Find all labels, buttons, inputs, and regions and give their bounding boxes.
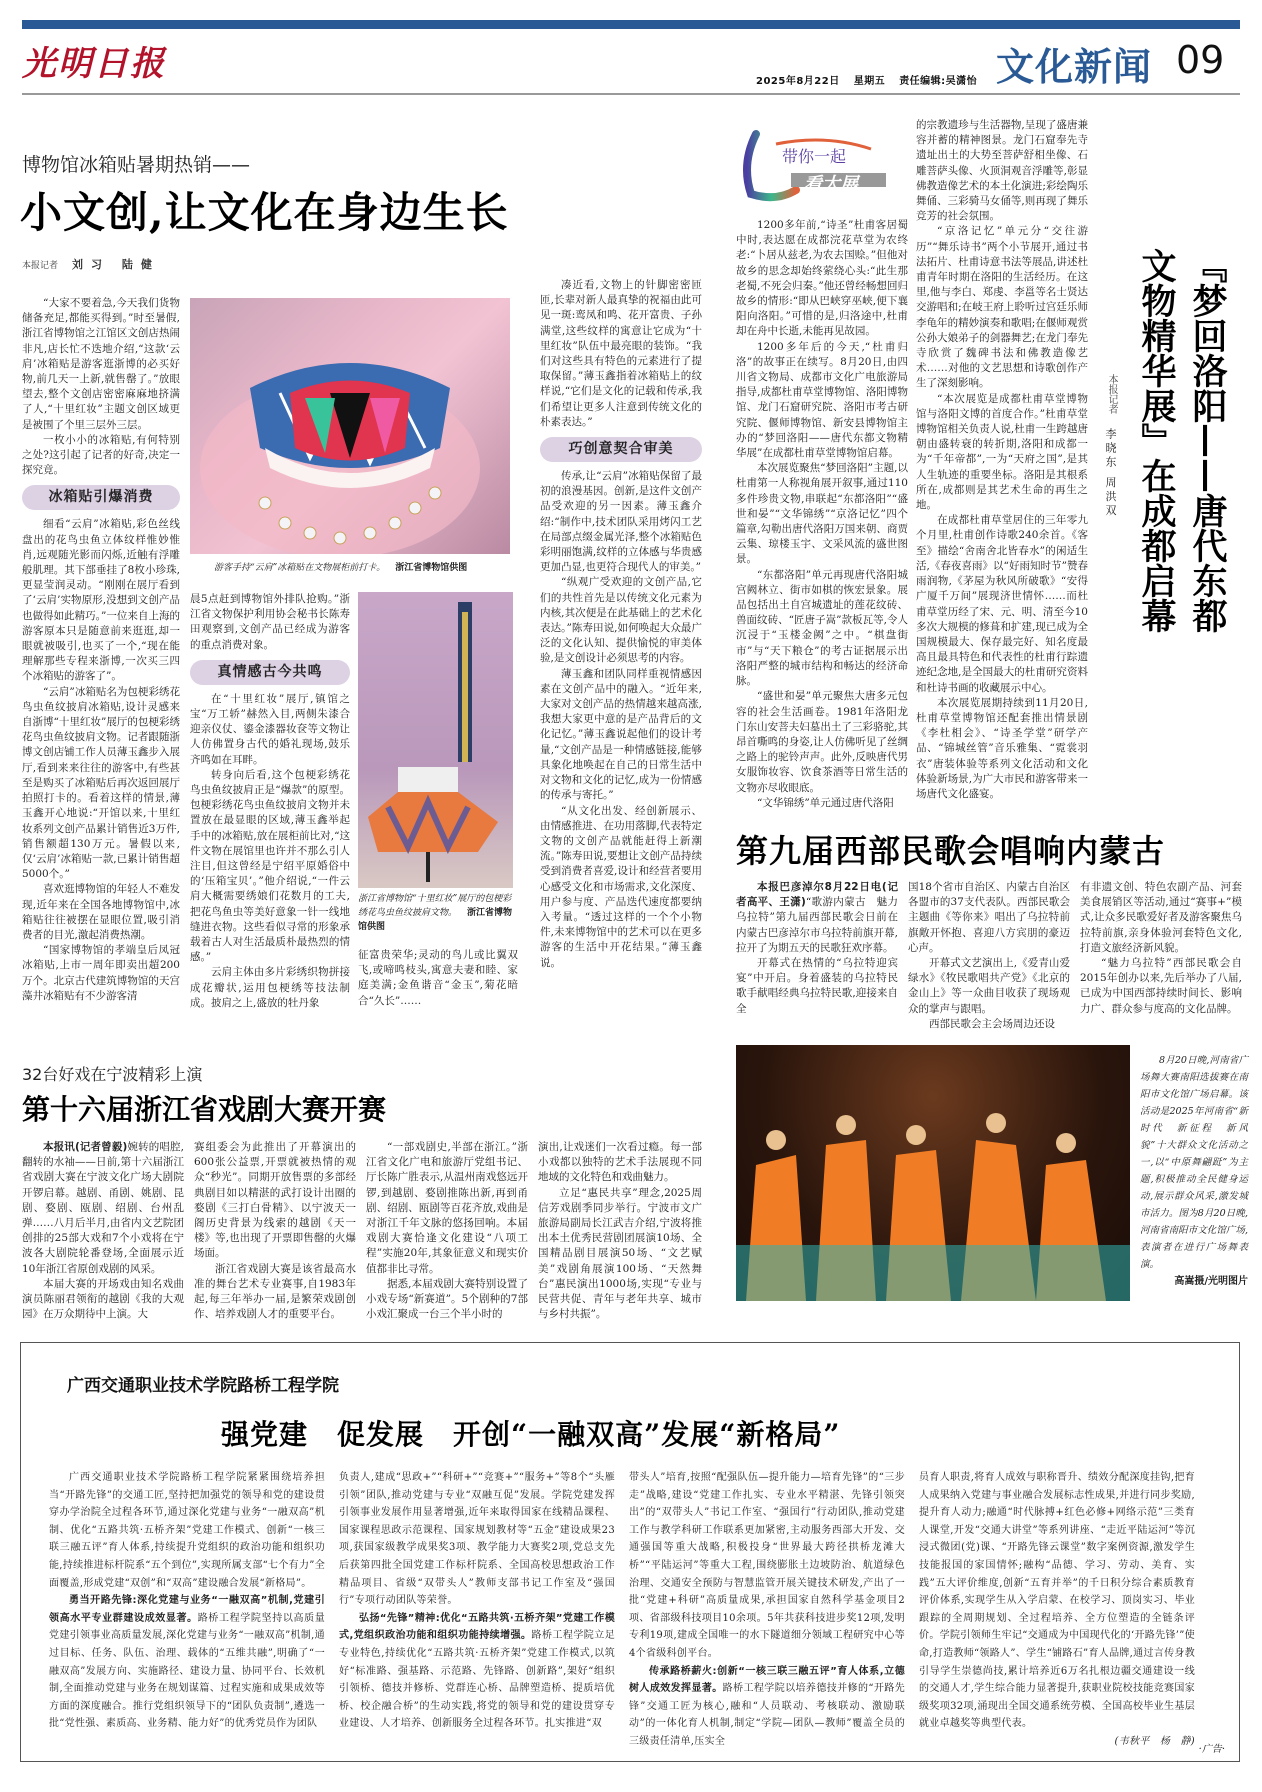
subhead-emotion-resonance: 真情感古今共鸣 xyxy=(190,660,350,685)
advertisement-box xyxy=(20,1342,1240,1762)
article1-authors: 刘习 陆健 xyxy=(72,258,160,271)
ad-mark: ·广告· xyxy=(1198,1744,1225,1755)
badge-line1: 带你一起 xyxy=(782,147,847,166)
subhead-fridge-magnet-boom: 冰箱贴引爆消费 xyxy=(22,485,180,510)
article4-col4: 演出,让戏迷们一次看过瘾。每一部小戏都以独特的艺术手法展现不同地域的文化特色和戏曲魅力。 立足“惠民共享”理念,2025周信芳戏剧季同步举行。宁波市文广旅游局副局长江武吉介绍,宁波将推出本土优秀民营剧团展演10场、全国精品剧目展演50场、“文艺赋美”戏剧角展演100场、“天然舞台”惠民演出1000场,实现“专业与民营共促、青年与老年共享、城市与乡村共振”。 xyxy=(538,1141,702,1321)
article1-col3: 凑近看,文物上的针脚密密匝匝,长辈对新人最真挚的祝福由此可见一斑:鸾凤和鸣、花开富贵、子孙满堂,这些纹样的寓意让它成为“十里红妆”队伍中最亮眼的装饰。“我们对这些具有特色的元素进行了提取保留。”薄玉鑫指着冰箱贴上的纹样说,“它们是文化的记载和传承,我们希望让更多人注意到传统文化的朴素表达。” 巧创意契合审美 传承,让“云肩”冰箱贴保留了最初的浪漫基因。创新,是这件文创产品受欢迎的另一因素。薄玉鑫介绍:“制作中,技术团队采用烤闪工艺在局部点缀金属光泽,整个冰箱贴色彩明丽饱满,纹样的立体感与华贵感更加凸显,也更符合现代人的审美。” “纵观广受欢迎的文创产品,它们的共性首先是以传统文化元素为内核,其次便是在此基础上的艺术化表达。”陈寿田说,如何唤起大众最广泛的文化认知、提供愉悦的审美体验,是文创设计必须思考的内容。 薄玉鑫和团队同样重视情感因素在文创产品中的融入。“近年来,大家对文创产品的热情越来越高涨,我想大家更中意的是产品背后的文化记忆。”薄玉鑫说起他们的设计考量,“文创产品是一种情感链接,能够具象化地唤起在自己的日常生活中对文物和文化的记忆,成为一份情感的传承与寄托。” “从文化出发、经创新展示、由情感推进、在功用落脚,代表特定文物的文创产品就能赶得上新潮流。”陈寿田说,要想让文创产品持续受到消费者喜爱,设计和经营者要用心感受文化和市场需求,文化深度、用户参与度、产品迭代速度都要纳入考量。“透过这样的一个个小物件,未来博物馆中的艺术可以在更多游客的生活中开花结果。”薄玉鑫说。 xyxy=(540,279,702,969)
article3-col1: 本报巴彦淖尔8月22日电(记者高平、王潇)“歌游内蒙古 魅力乌拉特”第九届西部民歌会日前在内蒙古巴彦淖尔市乌拉特前旗开幕,拉开了为期五天的民歌狂欢序幕。 开幕式在热情的“乌拉特迎宾宴”中开启。身着盛装的乌拉特民歌手献唱经典乌拉特民歌,迎接来自全 xyxy=(736,881,898,1015)
article1-byline: 本报记者 刘习 陆健 xyxy=(22,258,160,271)
ad-org-name: 广西交通职业技术学院路桥工程学院 xyxy=(67,1376,339,1396)
issue-date: 2025年8月22日 xyxy=(756,76,840,87)
fridge-magnet-illustration xyxy=(190,298,510,554)
article3-dateline: 本报巴彦淖尔8月22日电(记者高平、王潇) xyxy=(736,881,898,909)
article4-dateline: 本报讯(记者曾毅) xyxy=(43,1141,128,1153)
article1-col2: 晨5点赶到博物馆外排队抢购。”浙江省文物保护利用协会秘书长陈寿田观察到,文创产品已经成为游客的重点消费对象。 真情感古今共鸣 在“十里红妆”展厅,镇馆之宝“万工轿”赫然入目,两侧朱漆合迎亲仪仗、鎏金漆器妆奁等文物让人仿佛置身古代的婚礼现场,鼓乐齐鸣如在耳畔。 转身向后看,这个包梗彩绣花鸟虫鱼纹披肩正是“爆款”的原型。包梗彩绣花鸟虫鱼纹披肩文物并未置放在最显眼的区域,薄玉鑫举起手中的冰箱贴,放在展柜前比对,“这件文物在展馆里也许并不那么引人注目,但这曾经是宁绍平原婚俗中的‘压箱宝贝’。”他介绍说,“一件云肩大概需要绣娘们花数月的工夫,把花鸟鱼虫等美好意象一针一线地缝进衣物。这些看似寻常的形象承载着古人对生活最质朴最热烈的情感。” 云肩主体由多片彩绣织物拼接成花瓣状,运用包梗绣等技法制成。披肩之上,盛放的牡丹象 xyxy=(190,593,350,1009)
article2-byline-label: 本报记者 xyxy=(1106,374,1117,414)
article3-col3: 有非遗文创、特色农副产品、河套美食展销区等活动,通过“赛事+”模式,让众多民歌爱好者及游客聚焦乌拉特前旗,亲身体验河套特色文化,打造文旅经济新风貌。 “魅力乌拉特”西部民歌会自2015年创办以来,先后举办了八届,已成为中国西部持续时间长、影响力广、群众参与度高的文化品牌。 xyxy=(1080,881,1242,1015)
ad-signature: (韦秋平 杨 静) xyxy=(1114,1735,1195,1747)
article4-col2: 赛组委会为此推出了开幕演出的600张公益票,开票就被热情的观众“秒光”。同期开放售票的多部经典剧目如以精湛的武打设计出圈的婺剧《三打白骨精》、以宁波天一阁历史背景为线索的越剧《天一楼》等,也出现了开票即售罄的火爆场面。 浙江省戏剧大赛是该省最高水准的舞台艺术专业赛事,自1983年起,每三年举办一届,是繁荣戏剧创作、培养戏剧人才的重要平台。 xyxy=(194,1141,356,1321)
article3-col2: 国18个省市自治区、内蒙古自治区各盟市的37支代表队。西部民歌会主题曲《等你来》唱出了乌拉特前旗敞开怀抱、喜迎八方宾朋的豪迈心声。 开幕式文艺演出上,《爱青山爱绿水》《牧民歌唱共产党》《北京的金山上》等一众曲目收获了现场观众的掌声与跟唱。 西部民歌会主会场周边还设 xyxy=(908,881,1070,1030)
article1-kicker: 博物馆冰箱贴暑期热销—— xyxy=(22,154,251,176)
masthead-meta xyxy=(756,72,987,87)
article2-col2: 的宗教遗珍与生活器物,呈现了盛唐兼容并蓄的精神图景。龙门石窟奉先寺遗址出土的大势至菩萨舒相坐像、石雕菩萨头像、火顶洞观音浮雕等,彰显佛教造像艺术的本土化演进;彩绘陶乐舞俑、三彩骑马女俑等,则再现了舞乐竞芳的社会氛围。 “京洛记忆”单元分“交往游历”“舞乐诗书”两个小节展开,通过书法拓片、杜甫诗意书法等展品,讲述杜甫青年时期在洛阳的生活经历。在这里,他与李白、郑虔、李邕等名士贤达交游唱和;在岐王府上聆听过宫廷乐师李龟年的精妙演奏和歌唱;在偃师观赏公孙大娘弟子的剑器舞艺;在龙门奉先寺欣赏了魏碑书法和佛教造像艺术……对他的文艺思想和诗歌创作产生了深刻影响。 “本次展览是成都杜甫草堂博物馆与洛阳文博的首度合作。”杜甫草堂博物馆相关负责人说,杜甫一生跨越唐朝由盛转衰的转折期,洛阳和成都一为“千年帝都”,一为“天府之国”,是其人生轨迹的重要坐标。洛阳是其根系所在,成都则是其艺术生命的再生之地。 在成都杜甫草堂居住的三年零九个月里,杜甫创作诗歌240余首。《客至》描绘“舍南舍北皆春水”的闲适生活,《春夜喜雨》以“好雨知时节”赞春雨润物,《茅屋为秋风所破歌》“安得广厦千万间”展现济世情怀……而杜甫草堂历经了宋、元、明、清至今10多次大规模的修葺和扩建,现已成为全国规模最大、保存最完好、知名度最高且最具特色和代表性的杜甫行踪遗迹纪念地,是全国最大的杜甫研究资料和杜诗书画的收藏展示中心。 本次展览展期持续到11月20日,杜甫草堂博物馆还配套推出情景剧《李杜相会》、“诗圣学堂”研学产品、“锦城丝管”音乐雅集、“霓裳羽衣”唐装体验等系列文化活动和文化体验新场景,为广大市民和游客带来一场唐代文化盛宴。 xyxy=(916,119,1088,800)
masthead-top-bar xyxy=(22,20,1240,29)
badge-line2: 看大展 xyxy=(804,174,858,195)
newspaper-logo: 光明日报 xyxy=(22,44,166,84)
issue-weekday: 星期五 xyxy=(853,76,886,87)
cloud-shawl-illustration xyxy=(358,592,513,888)
article2-col1: 1200多年前,“诗圣”杜甫客居蜀中时,表达愿在成都浣花草堂为农终老:“卜居从兹老,为农去国赊。”但他对故乡的思念却始终萦绕心头:“此生那老蜀,不死会归秦。”他还曾经畅想回归故乡的情形:“即从巴峡穿巫峡,便下襄阳向洛阳。”可惜的是,归洛途中,杜甫却在舟中长逝,未能再见故园。 1200多年后的今天,“杜甫归洛”的故事正在续写。8月20日,由四川省文物局、成都市文化广电旅游局指导,成都杜甫草堂博物馆、洛阳博物馆、龙门石窟研究院、洛阳市考古研究院、偃师博物馆、新安县博物馆主办的“梦回洛阳——唐代东都文物精华展”在成都杜甫草堂博物馆启幕。 本次展览聚焦“梦回洛阳”主题,以杜甫第一人称视角展开叙事,通过110多件珍贵文物,串联起“东都洛阳”“盛世和晏”“文华锦绣”“京洛记忆”四个篇章,勾勒出唐代洛阳万国来朝、商贾云集、琼楼玉宇、文采风流的盛世图景。 “东都洛阳”单元再现唐代洛阳城宫阙林立、街市如棋的恢宏景象。展品包括出土自宫城遗址的莲花纹砖、兽面纹砖、“匠唐子嵩”款板瓦等,令人沉浸于“玉楼金阙”之中。“棋盘街市”与“天下粮仓”的考古证据展示出洛阳严整的城市结构和畅达的经济命脉。 “盛世和晏”单元聚焦大唐多元包容的社会生活画卷。1981年洛阳龙门东山安菩夫妇墓出土了三彩骆驼,其昂首嘶鸣的身姿,让人仿佛听见了丝绸之路上的驼铃声声。此外,反映唐代男女服饰妆容、饮食茶酒等日常生活的文物亦尽收眼底。 “文华锦绣”单元通过唐代洛阳 xyxy=(736,219,908,809)
dancers-illustration xyxy=(736,1045,1130,1301)
article2-headline-line2: 文物精华展』在成都启幕 xyxy=(1136,248,1177,633)
photo2-credit: 浙江省博物馆供图 xyxy=(358,908,513,932)
article2-authors: 李晓东 周洪双 xyxy=(1104,428,1117,519)
photo2-caption: 浙江省博物馆“十里红妆”展厅的包梗彩绣花鸟虫鱼纹披肩文物。 浙江省博物馆供图 xyxy=(358,894,513,932)
article4-kicker: 32台好戏在宁波精彩上演 xyxy=(22,1065,203,1084)
article1-col2-tail: 征富贵荣华;灵动的鸟儿或比翼双飞,或啼鸣枝头,寓意夫妻和睦、家庭美满;金鱼谐音“金玉”,菊花暗合“久长”…… xyxy=(358,949,518,1007)
responsible-editor: 责任编辑:吴潇怡 xyxy=(899,76,978,87)
article2-headline-line1: 『梦回洛阳——唐代东都 xyxy=(1187,248,1228,633)
photo-square-dance xyxy=(736,1045,1130,1301)
photo-cloud-shawl xyxy=(358,592,513,888)
article1-headline: 小文创,让文化在身边生长 xyxy=(20,188,509,237)
photo-story-caption: 8月20日晚,河南省广场舞大赛南阳选拔赛在南阳市文化馆广场启幕。该活动是2025年河南省“新时代 新征程 新风貌”十大群众文化活动之一,以“中原舞翩跹”为主题,积极推动全民健身运动,展示群众风采,激发城市活力。图为8月20日晚,河南省南阳市文化馆广场,表演者在进行广场舞表演。 高嵩摄/光明图片 xyxy=(1140,1052,1248,1290)
ad-col2: 负责人,建成“思政+”“科研+”“竞赛+”“服务+”等8个“头雁引领”团队,推动党建与专业“双融互促”发展。学院党建发挥引领事业发展作用显著增强,近年来取得国家在线精品课程、国家课程思政示范课程、国家规划教材等“五金”建设成果23项,获国家级教学成果奖3项、教学能力大赛奖2项,党总支先后获第四批全国党建工作标杆院系、全国高校思想政治工作精品项目、省级“双带头人”教师支部书记工作室及“强国行”专项行动团队等荣誉。 弘扬“先锋”精神:优化“五路共筑·五桥齐架”党建工作模式,党组织政治功能和组织功能持续增强。路桥工程学院立足专业特色,持续优化“五路共筑·五桥齐架”党建工作模式,以筑好“标准路、强基路、示范路、先锋路、创新路”,架好“组织引领桥、德技并修桥、党群连心桥、品牌塑造桥、提质培优桥、校企融合桥”的生动实践,将党的领导和党的建设贯穿专业建设、人才培养、创新服务全过程各环节。扎实推进“双 xyxy=(339,1472,616,1730)
photo-story-credit: 高嵩摄/光明图片 xyxy=(1174,1276,1248,1287)
ad-col4: 员育人职责,将育人成效与职称晋升、绩效分配深度挂钩,把育人成果纳入党建与事业融合发展标志性成果,并进行同步奖励,提升育人动力;融通“时代脉搏+红色必修+网络示范”三类育人课堂,开发“交通大讲堂”等系列讲座、“走近平陆运河”等沉浸式微团(党)课、“开路先锋云课堂”数字案例资源,激发学生技能报国的家国情怀;融构“品德、学习、劳动、美育、实践”五大评价维度,创新“五育并举”的千日积分综合素质教育评价体系,实现学生从入学启蒙、在校学习、顶岗实习、毕业跟踪的全周期规划、全过程培养、全方位塑造的全链条评价。学院引领师生牢记“交通成为中国现代化的‘开路先锋’”使命,打造教师“领路人”、学生“铺路石”育人品牌,通过言传身教引导学生崇德尚技,累计培养近6万名扎根边疆交通建设一线的交通人才,学生综合能力显著提升,获职业院校技能竞赛国家级奖项32项,涌现出全国交通系统劳模、全国高校毕业生基层就业卓越奖等典型代表。 (韦秋平 杨 静) xyxy=(919,1469,1195,1751)
photo1-credit: 浙江省博物馆供图 xyxy=(395,563,468,573)
article3-headline: 第九届西部民歌会唱响内蒙古 xyxy=(736,832,1166,870)
article4-col1: 本报讯(记者曾毅)婉转的唱腔,翻转的水袖——日前,第十六届浙江省戏剧大赛在宁波文化广场大剧院开锣启幕。越剧、甬剧、姚剧、昆剧、婺剧、瓯剧、绍剧、台州乱弹……八月后半月,由省内文艺院团创排的25部大戏和7个小戏将在宁波各大剧院轮番登场,全面展示近10年浙江省原创戏剧的风采。 本届大赛的开场戏由知名戏曲演员陈丽君领衔的越剧《我的大观园》在万众期待中上演。大 xyxy=(22,1141,184,1321)
article4-col3: “一部戏剧史,半部在浙江。”浙江省文化广电和旅游厅党组书记、厅长陈广胜表示,从温州南戏悠远开锣,到越剧、婺剧推陈出新,再到甬剧、绍剧、瓯剧等百花齐放,戏曲是对浙江千年文脉的悠扬回响。本届戏剧大赛恰逢文化建设“八项工程”实施20年,其象征意义和现实价值都非比寻常。 据悉,本届戏剧大赛特别设置了小戏专场“新赛道”。5个剧种的7部小戏汇聚成一台三个半小时的 xyxy=(366,1141,528,1321)
exhibition-column-badge xyxy=(736,124,886,204)
article1-col1: “大家不要着急,今天我们货物储备充足,都能买得到。”时至暑假,浙江省博物馆之江馆区文创店热闹非凡,店长忙不迭地介绍,“这款‘云肩’冰箱贴是游客逛浙博的必买好物,前几天一上新,就售罄了。”放眼望去,整个文创店密密麻麻地挤满了人,“十里红妆”主题文创区域更是被围了个里三层外三层。 一枚小小的冰箱贴,有何特别之处?这引起了记者的好奇,决定一探究竟。 冰箱贴引爆消费 细看“云肩”冰箱贴,彩色丝线盘出的花鸟虫鱼立体纹样惟妙惟肖,远观随光影而闪烁,近触有浮雕般肌理。其下部垂挂了8枚小珍珠,更显莹润灵动。“刚刚在展厅看到了‘云肩’实物原形,没想到文创产品也做得如此精巧。”一位来自上海的游客原本只是随意前来逛逛,却一眼就被吸引,也买了一个,“现在能理解那些专程来浙博,一次买三四个冰箱贴的游客了”。 “云肩”冰箱贴名为包梗彩绣花鸟虫鱼纹披肩冰箱贴,设计灵感来自浙博“十里红妆”展厅的包梗彩绣花鸟虫鱼纹披肩文物。记者跟随浙博文创店铺工作人员薄玉鑫步入展厅,看到来来往往的游客中,有些甚至是购买了冰箱贴后再次返回展厅拍照打卡的。看着这样的情景,薄玉鑫开心地说:“开馆以来,十里红妆系列文创产品累计销售近3万件,销售额超130万元。暑假以来,仅‘云肩’冰箱贴一款,已累计销售超5000个。” 喜欢逛博物馆的年轻人不难发现,近年来在全国各地博物馆中,冰箱贴往往被摆在显眼位置,吸引消费者的目光,激起消费热潮。 “国家博物馆的孝端皇后凤冠冰箱贴,上市一周年即卖出超200万个。北京古代建筑博物馆的天宫藻井冰箱贴有不少游客清 xyxy=(22,297,180,1002)
ad-col3: 带头人”培育,按照“配强队伍—提升能力—培育先锋”的“三步走”战略,建设“党建工作扎实、专业水平精湛、先锋引领突出”的“双带头人”书记工作室、“强国行”行动团队,推动党建工作与教学科研工作联系更加紧密,主动服务西部大开发、交通强国等重大战略,积极投身“世界最大跨径拱桥龙滩大桥”“平陆运河”等重大工程,围绕膨胀土边坡防治、航道绿色治理、交通安全预防与智慧监管开展关键技术研发,产出了一批“党建+科研”高质量成果,承担国家自然科学基金项目2项、省部级科技项目10余项。5年共获科技进步奖12项,发明专利19项,建成全国唯一的水下隧道细分领域工程研究中心等4个省级科创平台。 传承路桥薪火:创新“一核三联三融五评”育人体系,立德树人成效发挥显著。路桥工程学院以培养德技并修的“开路先锋”交通工匠为核心,融和“人员联动、考核联动、激励联动”的一体化育人机制,制定“学院—团队—教师”覆盖全员的三级责任清单,压实全 xyxy=(629,1472,906,1747)
masthead-rule xyxy=(22,93,1240,95)
article4-headline: 第十六届浙江省戏剧大赛开赛 xyxy=(22,1093,387,1126)
page-number: 09 xyxy=(1176,38,1225,82)
ad-headline: 强党建 促发展 开创“一融双高”发展“新格局” xyxy=(221,1418,841,1451)
section-title: 文化新闻 xyxy=(996,44,1153,89)
photo-fridge-magnet xyxy=(190,298,510,554)
photo1-caption: 游客手持“云肩”冰箱贴在文物展柜前打卡。 浙江省博物馆供图 xyxy=(214,563,468,573)
subhead-creative-aesthetic: 巧创意契合审美 xyxy=(540,437,702,462)
ad-col1: 广西交通职业技术学院路桥工程学院紧紧围绕培养担当“开路先锋”的交通工匠,坚持把加强党的领导和党的建设贯穿办学治院全过程各环节,通过深化党建与业务“一融双高”机制、优化“五路共筑·五桥齐架”党建工作模式、创新“一核三联三融五评”育人体系,持续提升党组织的政治功能和组织功能,持续推进标杆院系“五个到位”,实现所属支部“七个有力”全面覆盖,形成党建“双创”和“双高”建设融合发展“新格局”。 勇当开路先锋:深化党建与业务“一融双高”机制,党建引领高水平专业群建设成效显著。路桥工程学院坚持以高质量党建引领事业高质量发展,深化党建与业务“一融双高”机制,通过目标、任务、队伍、治理、载体的“五维共融”,明确了“一融双高”发展方向、实施路径、建设力量、协同平台、长效机制,全面推动党建与业务在规划谋篇、过程实施和成果成效等方面的深度融合。推行党组织领导下的“团队负责制”,遴选一批“党性强、素质高、业务精、能力好”的优秀党员作为团队 xyxy=(49,1472,325,1730)
